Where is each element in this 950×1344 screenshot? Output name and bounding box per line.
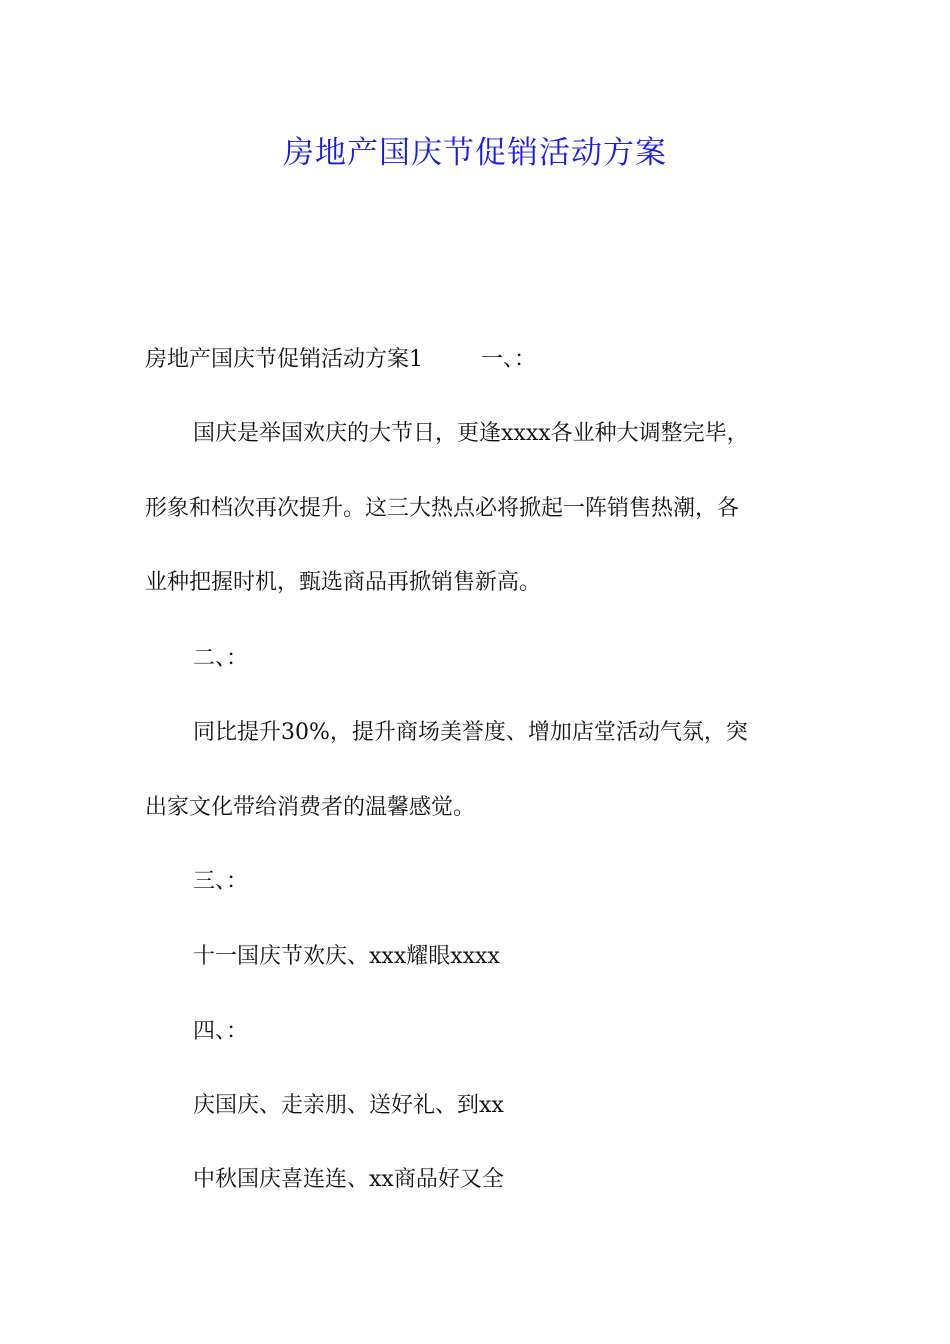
section2-heading: 二、： — [193, 646, 249, 671]
section4-paragraph-line: 庆国庆、走亲朋、送好礼、到xx — [193, 1093, 504, 1118]
intro-title: 房地产国庆节促销活动方案1 — [145, 347, 423, 372]
section2-paragraph-line: 同比提升30%，提升商场美誉度、增加店堂活动气氛，突 — [193, 720, 748, 745]
section3-paragraph-line: 十一国庆节欢庆、xxx耀眼xxxx — [193, 944, 500, 969]
section1-heading: 一、： — [481, 347, 537, 372]
section4-paragraph-line: 中秋国庆喜连连、xx商品好又全 — [193, 1167, 504, 1192]
intro-line — [145, 344, 536, 376]
section1-paragraph-line: 形象和档次再次提升。这三大热点必将掀起一阵销售热潮，各 — [145, 496, 740, 521]
section2-paragraph-line: 出家文化带给消费者的温馨感觉。 — [145, 795, 476, 820]
document-title: 房地产国庆节促销活动方案 — [283, 135, 667, 171]
section1-paragraph-line: 国庆是举国欢庆的大节日，更逢xxxx各业种大调整完毕， — [193, 421, 749, 446]
section3-heading: 三、： — [193, 869, 249, 894]
section4-heading: 四、： — [193, 1019, 249, 1044]
section1-paragraph-line: 业种把握时机，甄选商品再掀销售新高。 — [145, 570, 542, 595]
